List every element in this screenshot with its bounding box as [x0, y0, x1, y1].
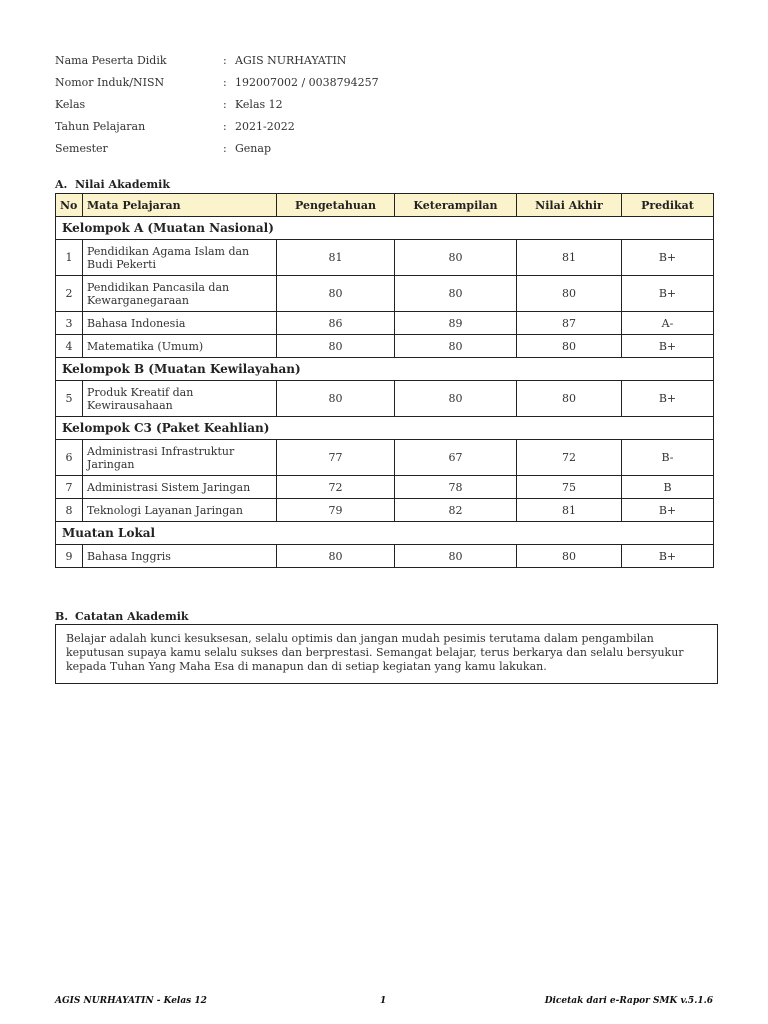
cell-pengetahuan: 80 [277, 276, 395, 312]
cell-keterampilan: 89 [395, 312, 517, 335]
group-title: Muatan Lokal [56, 522, 714, 545]
cell-mapel: Administrasi Sistem Jaringan [83, 476, 277, 499]
cell-mapel: Bahasa Indonesia [83, 312, 277, 335]
section-number: B. [55, 610, 69, 623]
cell-nilai-akhir: 72 [517, 440, 622, 476]
cell-mapel: Pendidikan Pancasila dan Kewarganegaraan [83, 276, 277, 312]
identity-value: Kelas 12 [235, 98, 283, 111]
cell-mapel: Matematika (Umum) [83, 335, 277, 358]
identity-row-nama [55, 52, 715, 74]
section-b-title [55, 610, 189, 623]
cell-pengetahuan: 80 [277, 335, 395, 358]
table-row [56, 545, 714, 568]
identity-row-semester [55, 140, 715, 162]
cell-pengetahuan: 81 [277, 240, 395, 276]
page-footer [55, 996, 713, 1010]
cell-pengetahuan: 80 [277, 381, 395, 417]
header-nilai-akhir: Nilai Akhir [517, 194, 622, 217]
cell-pengetahuan: 72 [277, 476, 395, 499]
identity-value: Genap [235, 142, 271, 155]
identity-colon: : [223, 120, 227, 133]
identity-row-tahun [55, 118, 715, 140]
section-title-text: Catatan Akademik [75, 610, 189, 623]
identity-value: 192007002 / 0038794257 [235, 76, 379, 89]
cell-keterampilan: 82 [395, 499, 517, 522]
table-row [56, 312, 714, 335]
cell-keterampilan: 80 [395, 240, 517, 276]
grades-table [55, 193, 714, 568]
group-title: Kelompok C3 (Paket Keahlian) [56, 417, 714, 440]
identity-colon: : [223, 98, 227, 111]
cell-nilai-akhir: 80 [517, 276, 622, 312]
cell-predikat: B+ [622, 240, 714, 276]
identity-value: AGIS NURHAYATIN [235, 54, 347, 67]
identity-label: Nomor Induk/NISN [55, 76, 165, 89]
cell-nilai-akhir: 81 [517, 499, 622, 522]
cell-no: 9 [56, 545, 83, 568]
table-row [56, 240, 714, 276]
catatan-text: Belajar adalah kunci kesuksesan, selalu optimis dan jangan mudah pesimis terutama dalam pengambilan keputusan supaya kamu selalu sukses dan berprestasi. Semangat belajar, terus berkarya dan selalu bersyukur kepada Tuhan Yang Maha Esa di manapun dan di setiap kegiatan yang kamu lakukan. [66, 632, 684, 673]
group-row [56, 417, 714, 440]
cell-pengetahuan: 86 [277, 312, 395, 335]
cell-no: 3 [56, 312, 83, 335]
cell-keterampilan: 67 [395, 440, 517, 476]
table-row [56, 276, 714, 312]
cell-no: 2 [56, 276, 83, 312]
identity-colon: : [223, 54, 227, 67]
cell-pengetahuan: 80 [277, 545, 395, 568]
table-row [56, 381, 714, 417]
identity-value: 2021-2022 [235, 120, 295, 133]
cell-mapel: Produk Kreatif dan Kewirausahaan [83, 381, 277, 417]
cell-nilai-akhir: 87 [517, 312, 622, 335]
group-row [56, 217, 714, 240]
header-pengetahuan: Pengetahuan [277, 194, 395, 217]
cell-nilai-akhir: 75 [517, 476, 622, 499]
footer-printed-by: Dicetak dari e-Rapor SMK v.5.1.6 [544, 996, 713, 1006]
cell-nilai-akhir: 80 [517, 545, 622, 568]
table-row [56, 440, 714, 476]
cell-mapel: Pendidikan Agama Islam dan Budi Pekerti [83, 240, 277, 276]
identity-row-kelas [55, 96, 715, 118]
section-title-text: Nilai Akademik [75, 178, 170, 191]
cell-mapel: Administrasi Infrastruktur Jaringan [83, 440, 277, 476]
cell-nilai-akhir: 80 [517, 381, 622, 417]
section-a-title [55, 178, 170, 191]
header-keterampilan: Keterampilan [395, 194, 517, 217]
cell-no: 7 [56, 476, 83, 499]
table-row [56, 499, 714, 522]
identity-label: Semester [55, 142, 108, 155]
identity-label: Nama Peserta Didik [55, 54, 167, 67]
header-predikat: Predikat [622, 194, 714, 217]
identity-label: Kelas [55, 98, 86, 111]
group-row [56, 358, 714, 381]
header-no: No [56, 194, 83, 217]
cell-predikat: B [622, 476, 714, 499]
identity-label: Tahun Pelajaran [55, 120, 146, 133]
cell-nilai-akhir: 81 [517, 240, 622, 276]
cell-predikat: B+ [622, 499, 714, 522]
student-identity [55, 52, 715, 162]
cell-nilai-akhir: 80 [517, 335, 622, 358]
identity-colon: : [223, 142, 227, 155]
table-row [56, 335, 714, 358]
cell-predikat: B+ [622, 276, 714, 312]
header-mata-pelajaran: Mata Pelajaran [83, 194, 277, 217]
cell-pengetahuan: 79 [277, 499, 395, 522]
cell-keterampilan: 80 [395, 545, 517, 568]
table-row [56, 476, 714, 499]
cell-keterampilan: 78 [395, 476, 517, 499]
table-header-row [56, 194, 714, 217]
cell-no: 6 [56, 440, 83, 476]
cell-no: 8 [56, 499, 83, 522]
identity-row-nisn [55, 74, 715, 96]
cell-keterampilan: 80 [395, 335, 517, 358]
group-title: Kelompok B (Muatan Kewilayahan) [56, 358, 714, 381]
group-title: Kelompok A (Muatan Nasional) [56, 217, 714, 240]
cell-predikat: A- [622, 312, 714, 335]
cell-predikat: B+ [622, 381, 714, 417]
cell-predikat: B- [622, 440, 714, 476]
cell-predikat: B+ [622, 545, 714, 568]
section-number: A. [55, 178, 68, 191]
cell-no: 4 [56, 335, 83, 358]
footer-page-number: 1 [380, 996, 387, 1006]
cell-pengetahuan: 77 [277, 440, 395, 476]
cell-keterampilan: 80 [395, 381, 517, 417]
identity-colon: : [223, 76, 227, 89]
cell-predikat: B+ [622, 335, 714, 358]
cell-no: 1 [56, 240, 83, 276]
cell-no: 5 [56, 381, 83, 417]
catatan-akademik-box [55, 624, 718, 684]
cell-mapel: Bahasa Inggris [83, 545, 277, 568]
cell-keterampilan: 80 [395, 276, 517, 312]
cell-mapel: Teknologi Layanan Jaringan [83, 499, 277, 522]
group-row [56, 522, 714, 545]
footer-student: AGIS NURHAYATIN - Kelas 12 [55, 996, 207, 1006]
